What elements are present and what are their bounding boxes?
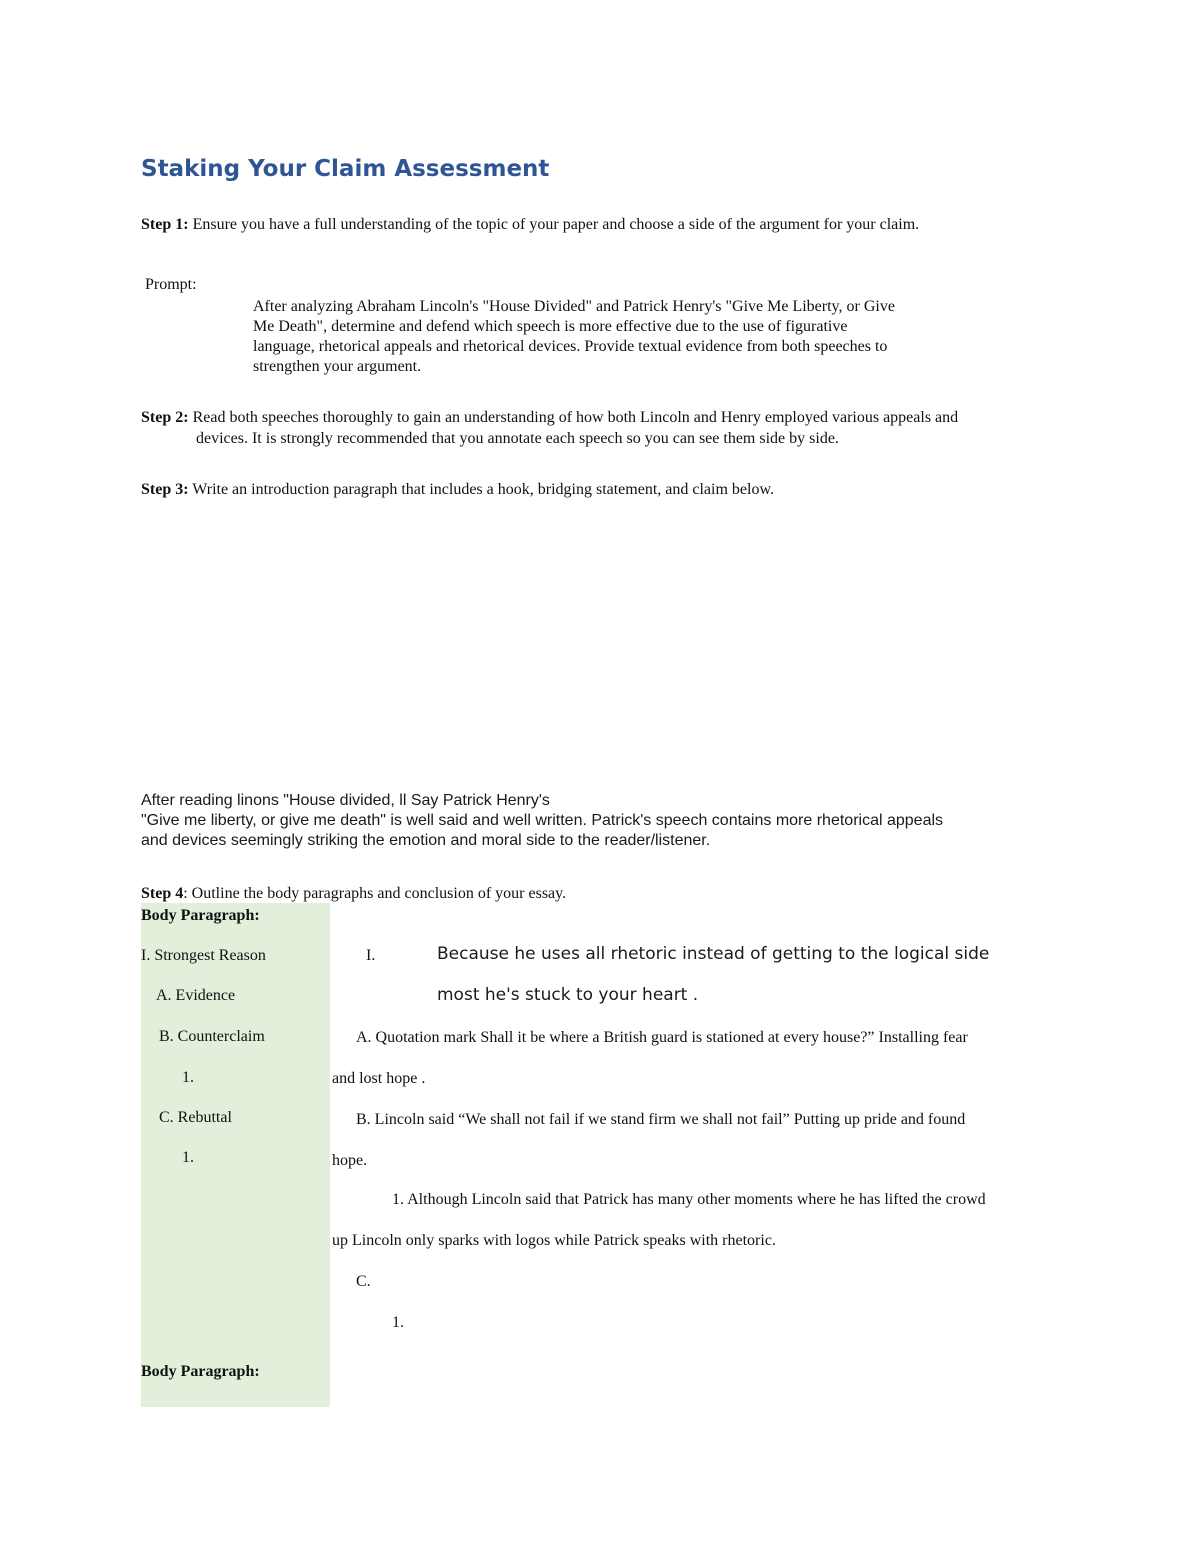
step-1	[141, 215, 919, 235]
step-1-text: Ensure you have a full understanding of the topic of your paper and choose a side of the argument for your claim.	[188, 216, 920, 233]
step-2-label: Step 2:	[141, 409, 189, 426]
reason-text-continued[interactable]: most he's stuck to your heart .	[437, 985, 699, 1005]
body-paragraph-heading: Body Paragraph:	[141, 907, 260, 924]
body-paragraph-heading-2: Body Paragraph:	[141, 1363, 260, 1380]
prompt-line: After analyzing Abraham Lincoln's "House Divided" and Patrick Henry's "Give Me Liberty, or Give	[253, 298, 895, 315]
step-3	[141, 480, 774, 500]
outline-roman-numeral: I.	[366, 947, 376, 964]
strongest-reason-label: I. Strongest Reason	[141, 947, 266, 964]
rebuttal-item-1: 1.	[182, 1149, 194, 1166]
prompt-label: Prompt:	[145, 276, 197, 293]
evidence-b-text[interactable]: B. Lincoln said “We shall not fail if we stand firm we shall not fail” Putting up pride and found	[356, 1111, 966, 1128]
counterclaim-item-1: 1.	[182, 1069, 194, 1086]
outline-c-item-1: 1.	[392, 1314, 404, 1331]
page-title: Staking Your Claim Assessment	[141, 156, 550, 182]
step-2-continued: devices. It is strongly recommended that you annotate each speech so you can see them side by side.	[196, 430, 839, 447]
evidence-label: A. Evidence	[156, 987, 236, 1004]
intro-answer[interactable]	[141, 791, 943, 851]
evidence-b-text-continued[interactable]: hope.	[332, 1152, 368, 1169]
prompt-line: language, rhetorical appeals and rhetorical devices. Provide textual evidence from both speeches to	[253, 338, 888, 355]
step-3-text: Write an introduction paragraph that includes a hook, bridging statement, and claim below.	[188, 481, 774, 498]
outline-left-column	[141, 903, 330, 1407]
intro-answer-line: After reading linons "House divided, ll Say Patrick Henry's	[141, 792, 550, 809]
step-2	[141, 408, 958, 428]
prompt-line: Me Death", determine and defend which speech is more effective due to the use of figurative	[253, 318, 848, 335]
rebuttal-label: C. Rebuttal	[159, 1109, 232, 1126]
step-4-text: : Outline the body paragraphs and conclusion of your essay.	[183, 885, 567, 902]
step-4-label: Step 4	[141, 885, 184, 902]
intro-answer-line: and devices seemingly striking the emotion and moral side to the reader/listener.	[141, 832, 711, 849]
counterclaim-label: B. Counterclaim	[159, 1028, 265, 1045]
rebuttal-1-text-continued[interactable]: up Lincoln only sparks with logos while Patrick speaks with rhetoric.	[332, 1232, 776, 1249]
intro-answer-line: "Give me liberty, or give me death" is well said and well written. Patrick's speech contains more rhetorical appeals	[141, 812, 944, 829]
prompt-line: strengthen your argument.	[253, 358, 422, 375]
evidence-a-text-continued[interactable]: and lost hope .	[332, 1070, 426, 1087]
prompt-text	[253, 297, 895, 377]
step-1-label: Step 1:	[141, 216, 189, 233]
outline-c-label: C.	[356, 1273, 371, 1290]
step-3-label: Step 3:	[141, 481, 189, 498]
evidence-a-text[interactable]: A. Quotation mark Shall it be where a British guard is stationed at every house?” Installing fear	[356, 1029, 968, 1046]
step-2-text: Read both speeches thoroughly to gain an understanding of how both Lincoln and Henry employed various appeals and	[188, 409, 959, 426]
step-4	[141, 884, 566, 904]
reason-text[interactable]: Because he uses all rhetoric instead of getting to the logical side	[437, 944, 990, 964]
rebuttal-1-text[interactable]: 1. Although Lincoln said that Patrick has many other moments where he has lifted the crowd	[392, 1191, 986, 1208]
